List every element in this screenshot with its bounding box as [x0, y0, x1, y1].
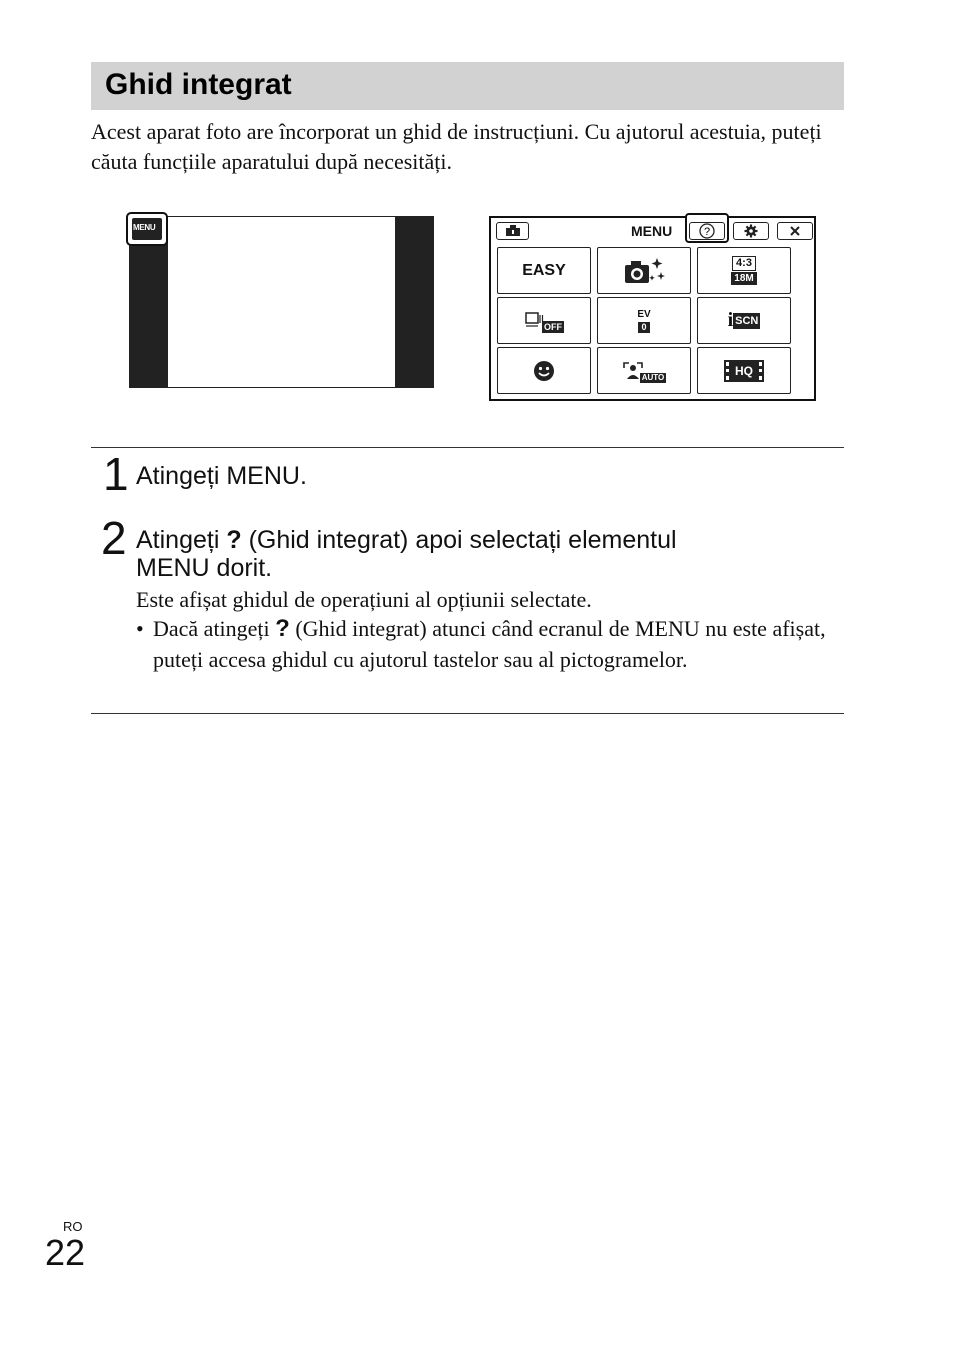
easy-label: EASY — [522, 261, 566, 279]
auto-label: AUTO — [641, 372, 665, 382]
step-2-number: 2 — [101, 512, 127, 564]
language-code: RO — [63, 1219, 83, 1234]
camera-settings-tab-icon — [496, 222, 529, 240]
ev-value: 0 — [638, 322, 649, 333]
menu-button-icon — [126, 212, 168, 246]
step-1-text: Atingeți MENU. — [136, 462, 307, 490]
menu-button-text: MENU — [133, 223, 156, 232]
bullet-text-after: (Ghid integrat) atunci când ecranul de MENU nu este afișat, puteți accesa ghidul cu ajutorul tastelor sau al pictogramelor. — [153, 616, 826, 672]
step-2-text-before: Atingeți — [136, 526, 220, 554]
help-question-icon: ? — [275, 615, 290, 642]
bullet-marker: • — [136, 616, 144, 641]
svg-text:?: ? — [703, 226, 711, 238]
exposure-compensation-icon — [597, 297, 691, 344]
menu-screen-illustration — [489, 216, 816, 401]
step-2-text — [136, 526, 677, 582]
camera-screen-illustration — [129, 216, 434, 388]
step-2-text-line2: MENU dorit. — [136, 554, 273, 582]
scn-label: SCN — [735, 314, 759, 327]
gear-icon — [733, 222, 769, 240]
screen-right-bar — [395, 217, 433, 387]
intelligent-scene-icon: i SCN — [697, 297, 791, 344]
drive-mode-off-icon — [497, 297, 591, 344]
page-title: Ghid integrat — [105, 68, 292, 101]
step-2-text-after: (Ghid integrat) apoi selectați elementul — [248, 526, 677, 554]
scene-recognition-auto-icon — [597, 347, 691, 394]
bottom-divider — [91, 713, 844, 714]
drive-off-label: OFF — [544, 321, 562, 332]
step-2-note: Este afișat ghidul de operațiuni al opțiunii selectate. — [136, 587, 592, 612]
close-icon — [777, 222, 813, 240]
intro-paragraph: Acest aparat foto are încorporat un ghid de instrucțiuni. Cu ajutorul acestuia, puteți căuta funcțiile aparatului după necesități. — [91, 119, 822, 174]
page-number: 22 — [45, 1232, 86, 1273]
aspect-ratio-label: 4:3 — [732, 256, 756, 271]
movie-quality-icon — [697, 347, 791, 394]
step-2-bullet — [136, 614, 846, 675]
image-size-label: 18M — [731, 272, 756, 285]
help-question-icon: ? — [226, 526, 242, 554]
photo-creativity-icon — [597, 247, 691, 294]
menu-screen-label: MENU — [631, 223, 673, 239]
smile-shutter-icon — [497, 347, 591, 394]
bullet-text-before: Dacă atingeți — [153, 616, 270, 641]
hq-label: HQ — [726, 362, 762, 380]
ev-label: EV — [637, 308, 651, 320]
help-icon — [689, 222, 725, 240]
section-title-bar — [91, 62, 844, 110]
step-1-number: 1 — [103, 448, 129, 500]
easy-mode-tile — [497, 247, 591, 294]
top-divider — [91, 447, 844, 448]
image-size-icon — [697, 247, 791, 294]
